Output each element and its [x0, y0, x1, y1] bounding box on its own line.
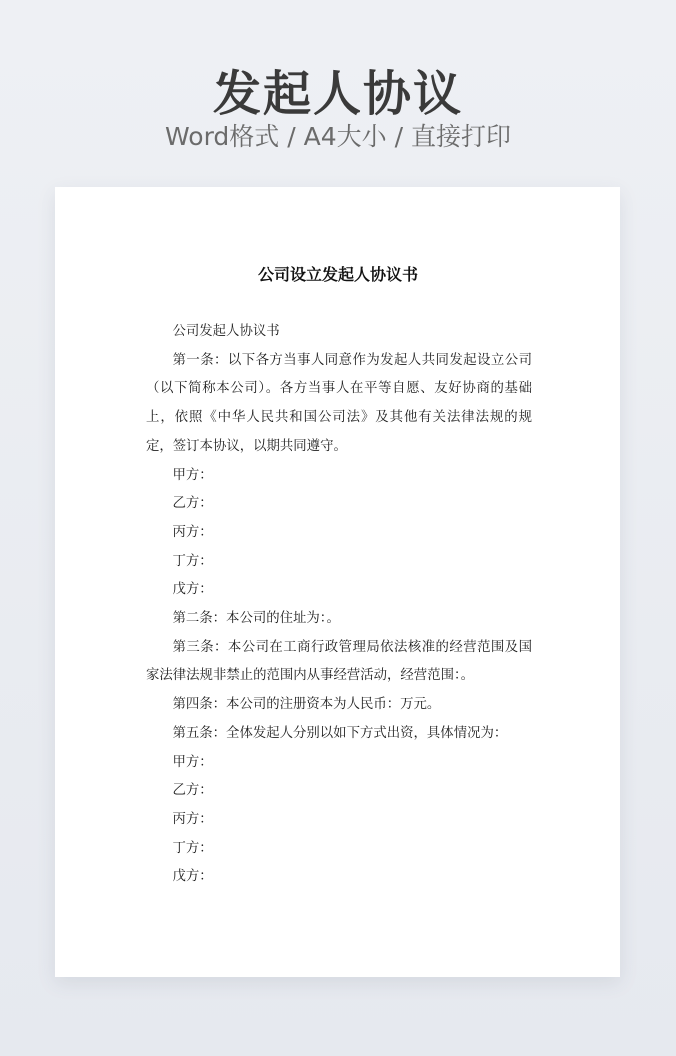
doc-heading-line: 公司发起人协议书	[172, 324, 280, 339]
page-title: 发起人协议	[212, 66, 463, 122]
party-c: 丙方：	[172, 524, 213, 540]
contribution-party-a: 甲方：	[172, 754, 213, 770]
party-b: 乙方：	[172, 496, 213, 512]
party-a: 甲方：	[172, 467, 213, 483]
article-4: 第四条：本公司的注册资本为人民币：万元。	[172, 697, 441, 713]
article-2: 第二条：本公司的住址为：。	[172, 611, 340, 627]
article-3: 第三条：本公司在工商行政管理局依法核准的经营范围及国家法律法规非禁止的范围内从事经营活动，经营范围：。	[146, 639, 532, 684]
document-title: 公司设立发起人协议书	[257, 265, 418, 284]
page-subtitle: Word格式 / A4大小 / 直接打印	[165, 122, 511, 151]
contribution-party-b: 乙方：	[172, 783, 213, 799]
article-5: 第五条：全体发起人分别以如下方式出资，具体情况为：	[172, 725, 508, 741]
contribution-party-d: 丁方：	[172, 840, 213, 856]
contribution-party-e: 戊方：	[172, 869, 213, 885]
article-1: 第一条：以下各方当事人同意作为发起人共同发起设立公司（以下简称本公司）。各方当事人在平等自愿、友好协商的基础上，依照《中华人民共和国公司法》及其他有关法律法规的规定，签订本协议，以期共同遵守。	[146, 352, 532, 454]
party-e: 戊方：	[172, 582, 213, 598]
party-d: 丁方：	[172, 553, 213, 569]
contribution-party-c: 丙方：	[172, 811, 213, 827]
document-body	[146, 318, 532, 892]
